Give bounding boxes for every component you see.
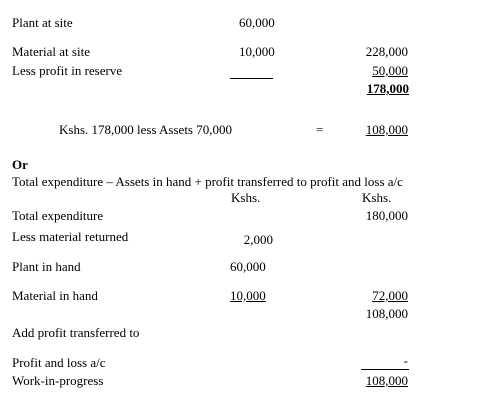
- material-in-hand-total: 72,000: [372, 288, 408, 303]
- subtotal-amount: 178,000: [366, 81, 409, 96]
- profit-loss-label: Profit and loss a/c: [12, 355, 106, 370]
- formula-text: Total expenditure – Assets in hand + profit transferred to profit and loss a/c: [12, 174, 403, 189]
- profit-loss-underline: [361, 369, 409, 370]
- material-at-site-label: Material at site: [12, 44, 90, 59]
- kshs-line-equals: =: [316, 122, 324, 137]
- kshs-line-label: Kshs. 178,000 less Assets 70,000: [59, 122, 232, 137]
- material-underline: [230, 78, 273, 79]
- less-profit-reserve-label: Less profit in reserve: [12, 63, 123, 78]
- material-in-hand-net: 108,000: [365, 306, 408, 321]
- less-material-returned-label: Less material returned: [12, 229, 129, 244]
- total-expenditure-label: Total expenditure: [12, 208, 104, 223]
- kshs-line-amount: 108,000: [365, 122, 408, 137]
- plant-in-hand-amount: 60,000: [230, 259, 266, 274]
- plant-at-site-label: Plant at site: [12, 15, 73, 30]
- material-at-site-total: 228,000: [365, 44, 408, 59]
- material-at-site-amount: 10,000: [239, 44, 275, 59]
- plant-at-site-amount: 60,000: [239, 15, 275, 30]
- material-in-hand-label: Material in hand: [12, 288, 98, 303]
- less-profit-reserve-amount: 50,000: [372, 63, 408, 78]
- total-expenditure-amount: 180,000: [365, 208, 408, 223]
- less-material-returned-amount: 2,000: [243, 232, 273, 247]
- add-profit-label: Add profit transferred to: [12, 325, 140, 340]
- wip-amount: 108,000: [365, 373, 408, 388]
- kshs-header-col1: Kshs.: [231, 190, 261, 205]
- wip-label: Work-in-progress: [12, 373, 104, 388]
- kshs-header-col2: Kshs.: [362, 190, 392, 205]
- profit-loss-amount: -: [403, 353, 408, 368]
- or-heading: Or: [12, 157, 28, 172]
- plant-in-hand-label: Plant in hand: [12, 259, 81, 274]
- material-in-hand-amount: 10,000: [230, 288, 266, 303]
